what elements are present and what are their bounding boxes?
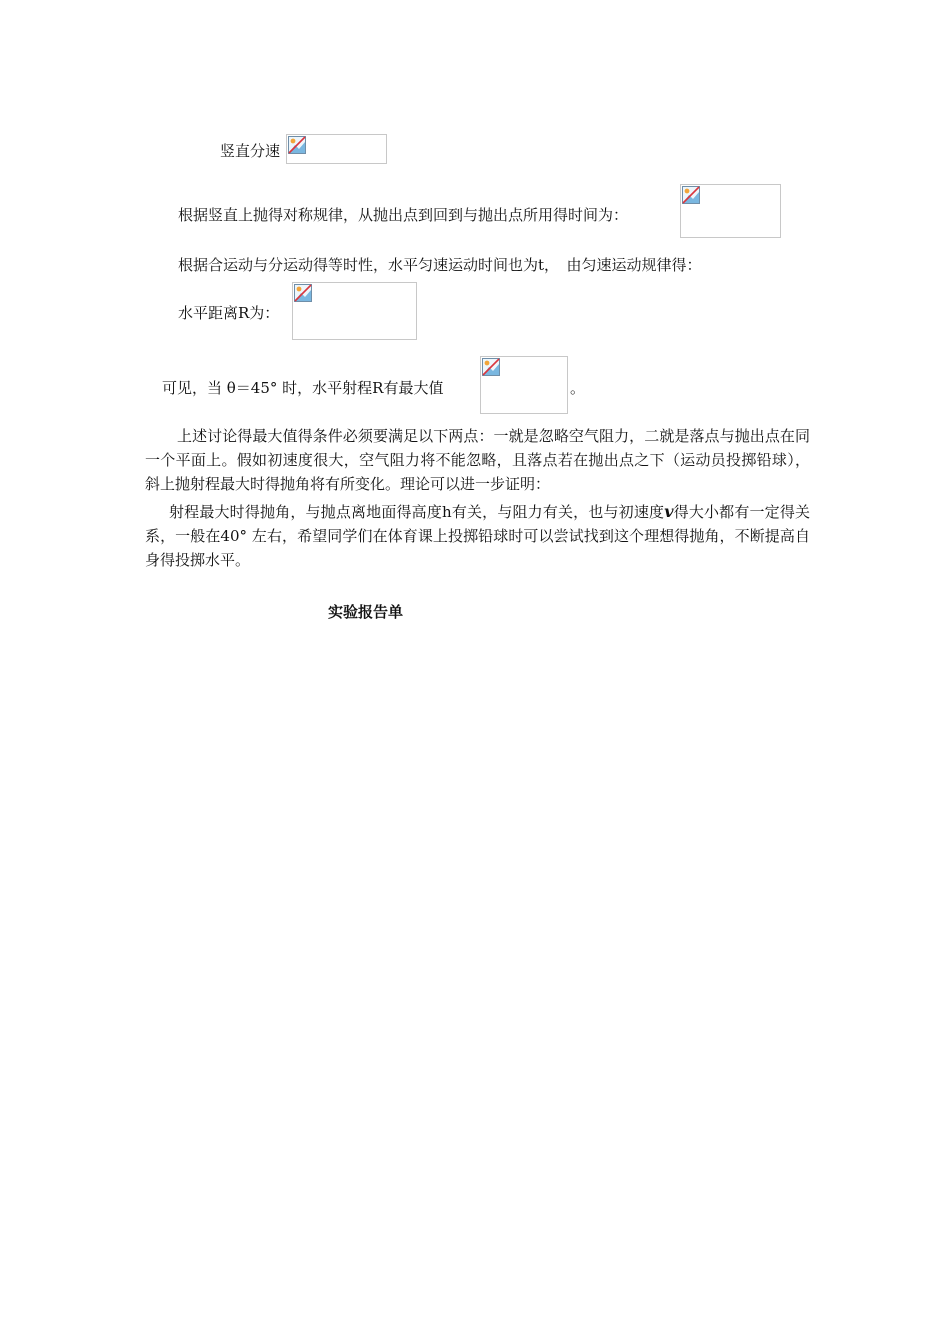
angle-paragraph [145,500,810,572]
formula-image-range [292,282,417,340]
vertical-component-label: 竖直分速 [220,142,281,160]
formula-image-time [680,184,781,238]
velocity-symbol: v [664,502,674,521]
angle-paragraph-part1: 射程最大时得抛角，与抛点离地面得高度h有关，与阻力有关，也与初速度 [169,503,665,521]
equal-time-text: 根据合运动与分运动得等时性，水平匀速运动时间也为t， 由匀速运动规律得： [178,256,702,274]
horizontal-distance-label: 水平距离R为： [178,304,280,322]
formula-image-max [480,356,568,414]
broken-image-icon [482,358,500,376]
symmetry-time-text: 根据竖直上抛得对称规律，从抛出点到回到与抛出点所用得时间为： [178,206,629,224]
formula-image-vy [286,134,387,164]
conditions-paragraph: 上述讨论得最大值得条件必须要满足以下两点：一就是忽略空气阻力，二就是落点与抛出点在同一个平面上。假如初速度很大，空气阻力将不能忽略，且落点若在抛出点之下（运动员投掷铅球），斜上抛射程最大时得抛角将有所变化。理论可以进一步证明： [145,427,810,493]
broken-image-icon [288,136,306,154]
max-range-period: 。 [570,379,586,397]
broken-image-icon [682,186,700,204]
angle-paragraph-part2: 得大小都有一定得关系，一般在40° 左右，希望同学们在体育课上投掷铅球时可以尝试找到这个理想得抛角，不断提高自身得投掷水平。 [145,503,810,569]
broken-image-icon [294,284,312,302]
max-range-text: 可见，当 θ＝45° 时，水平射程R有最大值 [162,379,444,397]
section-title: 实验报告单 [328,603,404,621]
